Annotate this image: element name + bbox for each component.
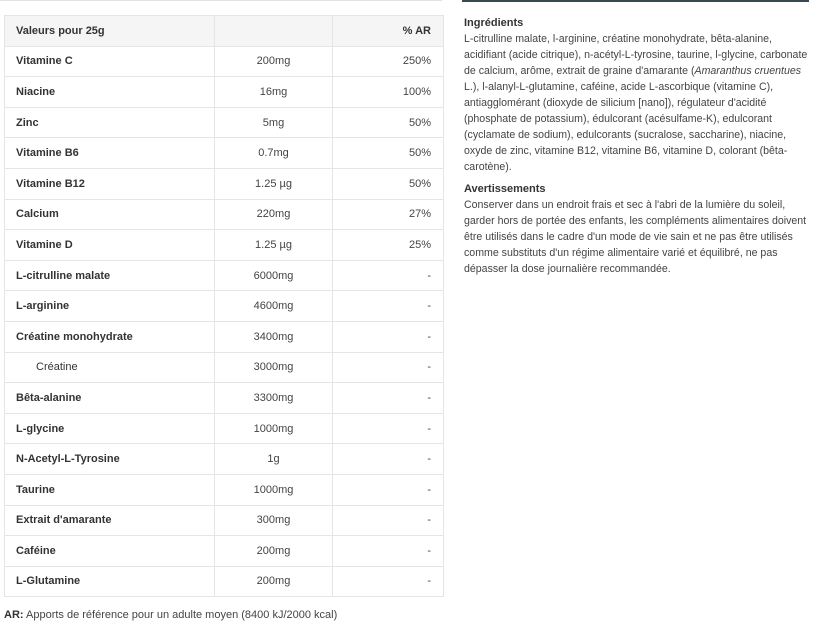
header-ar: % AR (332, 16, 443, 47)
nutrient-name: L-arginine (5, 291, 215, 322)
table-row (5, 230, 444, 261)
nutrient-amount: 200mg (215, 536, 333, 567)
nutrient-name: Extrait d'amarante (5, 505, 215, 536)
table-row (5, 199, 444, 230)
table-row (5, 536, 444, 567)
warnings-text: Conserver dans un endroit frais et sec à l'abri de la lumière du soleil, garder hors de portée des enfants, les compléments alimentaires doivent être utilisés dans le cadre d'un mode de vie sain et ne pas être utilisés comme substituts d'un régime alimentaire varié et équilibré, ne pas dépasser la dose journalière recommandée. (464, 199, 807, 275)
nutrient-amount: 1000mg (215, 474, 333, 505)
table-row (5, 413, 444, 444)
ingredients-text-part2: L.), l-alanyl-L-glutamine, caféine, acide L-ascorbique (vitamine C), antiagglomérant (dioxyde de silicium [nano]), régulateur d'acidité (phosphate de potassium), édulcorant (acésulfame-K), edulcorant (cyclamate de sodium), edulcorants (sucralose, saccharine), niacine, oxyde de zinc, vitamine B12, vitamine B6, vitamine D, colorant (bêta-carotène). (464, 81, 788, 173)
nutrient-name: Calcium (5, 199, 215, 230)
nutrient-name: Vitamine B6 (5, 138, 215, 169)
product-info-panel (464, 16, 814, 284)
active-tab-indicator (462, 0, 809, 2)
nutrient-ar-percent: - (332, 383, 443, 414)
nutrient-amount: 220mg (215, 199, 333, 230)
footnote-text: Apports de référence pour un adulte moyen (8400 kJ/2000 kcal) (23, 609, 338, 621)
ingredients-text-part1: L-citrulline malate, l-arginine, créatine monohydrate, bêta-alanine, acidifiant (acide citrique), n-acétyl-L-tyrosine, taurine, l-glycine, carbonate de calcium, arôme, extrait de graine d'amarante ( (464, 33, 808, 77)
header-serving: Valeurs pour 25g (5, 16, 215, 47)
nutrient-amount: 6000mg (215, 260, 333, 291)
nutrient-amount: 1.25 µg (215, 168, 333, 199)
table-row (5, 505, 444, 536)
nutrient-ar-percent: 100% (332, 77, 443, 108)
nutrient-name: Vitamine B12 (5, 168, 215, 199)
table-row (5, 138, 444, 169)
nutrient-name: Créatine (5, 352, 215, 383)
nutrient-name: Vitamine C (5, 46, 215, 77)
nutrient-ar-percent: - (332, 566, 443, 597)
nutrient-name: Caféine (5, 536, 215, 567)
table-row (5, 107, 444, 138)
ar-footnote (4, 609, 337, 621)
table-row (5, 474, 444, 505)
nutrient-name: L-citrulline malate (5, 260, 215, 291)
ingredients-text (464, 31, 814, 175)
nutrient-amount: 3400mg (215, 321, 333, 352)
nutrient-ar-percent: - (332, 413, 443, 444)
nutrient-amount: 4600mg (215, 291, 333, 322)
header-value (215, 16, 333, 47)
nutrient-name: Vitamine D (5, 230, 215, 261)
ingredients-species: Amaranthus cruentues (694, 65, 802, 77)
nutrient-amount: 1000mg (215, 413, 333, 444)
nutrient-name: L-glycine (5, 413, 215, 444)
nutrient-amount: 16mg (215, 77, 333, 108)
ingredients-title: Ingrédients (464, 17, 524, 29)
nutrient-amount: 200mg (215, 566, 333, 597)
table-header-row (5, 16, 444, 47)
table-row (5, 383, 444, 414)
table-row (5, 77, 444, 108)
nutrition-table-body (5, 46, 444, 597)
table-row (5, 260, 444, 291)
table-row (5, 352, 444, 383)
table-row (5, 444, 444, 475)
nutrient-ar-percent: 50% (332, 138, 443, 169)
nutrient-ar-percent: - (332, 444, 443, 475)
nutrient-ar-percent: - (332, 260, 443, 291)
nutrient-ar-percent: - (332, 321, 443, 352)
tab-divider-line (0, 0, 442, 1)
nutrient-name: Créatine monohydrate (5, 321, 215, 352)
table-row (5, 321, 444, 352)
nutrient-amount: 3300mg (215, 383, 333, 414)
nutrient-amount: 300mg (215, 505, 333, 536)
nutrient-amount: 0.7mg (215, 138, 333, 169)
nutrient-name: Taurine (5, 474, 215, 505)
nutrient-name: L-Glutamine (5, 566, 215, 597)
table-row (5, 46, 444, 77)
nutrient-ar-percent: 25% (332, 230, 443, 261)
nutrient-name: N-Acetyl-L-Tyrosine (5, 444, 215, 475)
nutrient-name: Bêta-alanine (5, 383, 215, 414)
nutrient-amount: 1g (215, 444, 333, 475)
nutrient-ar-percent: 50% (332, 168, 443, 199)
table-row (5, 566, 444, 597)
footnote-label: AR: (4, 609, 24, 621)
nutrient-amount: 5mg (215, 107, 333, 138)
nutrient-amount: 3000mg (215, 352, 333, 383)
table-row (5, 291, 444, 322)
table-row (5, 168, 444, 199)
nutrient-ar-percent: - (332, 291, 443, 322)
warnings-title: Avertissements (464, 183, 546, 195)
nutrient-ar-percent: - (332, 536, 443, 567)
nutrient-ar-percent: 250% (332, 46, 443, 77)
nutrient-amount: 1.25 µg (215, 230, 333, 261)
nutrient-ar-percent: 50% (332, 107, 443, 138)
nutrient-amount: 200mg (215, 46, 333, 77)
nutrient-ar-percent: 27% (332, 199, 443, 230)
nutrition-table (4, 15, 444, 597)
nutrient-ar-percent: - (332, 352, 443, 383)
nutrient-ar-percent: - (332, 505, 443, 536)
nutrient-ar-percent: - (332, 474, 443, 505)
nutrient-name: Niacine (5, 77, 215, 108)
nutrient-name: Zinc (5, 107, 215, 138)
